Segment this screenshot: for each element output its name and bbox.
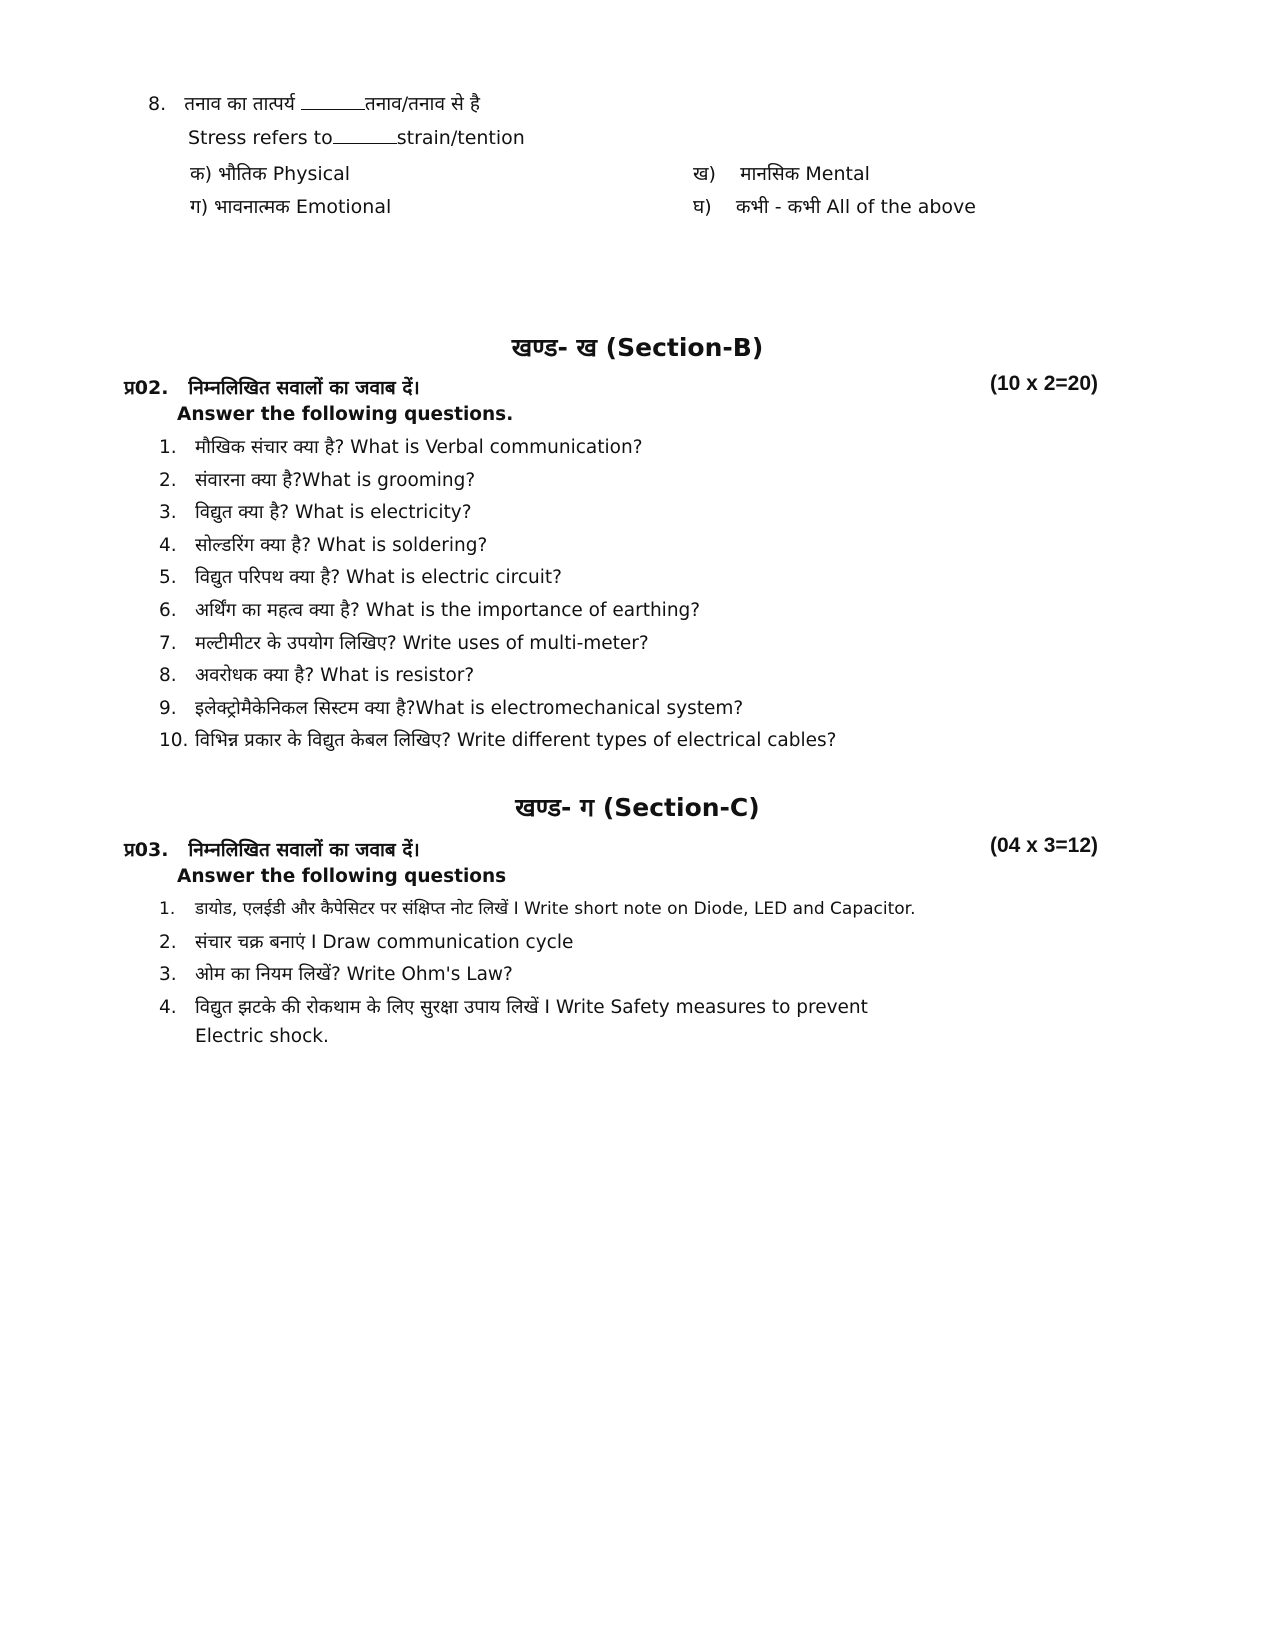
item-number: 5. — [159, 567, 177, 589]
item-text: इलेक्ट्रोमैकेनिकल सिस्टम क्या है?What is electromechanical system? — [195, 697, 744, 719]
q8-option-a — [190, 160, 350, 186]
q8-blank — [301, 93, 365, 110]
q8-english-suffix: strain/tention — [396, 127, 525, 149]
item-number: 2. — [159, 469, 177, 491]
option-label: क) — [190, 163, 213, 185]
q8-option-d — [693, 193, 976, 219]
section-c-marks: (04 x 3=12) — [990, 834, 1098, 857]
section-c-title: खण्ड- ग (Section-C) — [515, 793, 760, 822]
section-b-question-heading — [124, 374, 420, 400]
list-item — [159, 499, 836, 532]
item-number: 3. — [159, 964, 177, 986]
option-text: भौतिक Physical — [218, 163, 351, 185]
item-number: 8. — [159, 665, 177, 687]
section-c-question-heading — [124, 836, 420, 862]
option-text: भावनात्मक Emotional — [214, 196, 392, 218]
section-c-qnum: प्र03. — [124, 839, 169, 861]
item-text: संचार चक्र बनाएं I Draw communication cycle — [195, 931, 574, 953]
q8-english-blank — [333, 127, 397, 144]
item-text: डायोड, एलईडी और कैपेसिटर पर संक्षिप्त नोट लिखें I Write short note on Diode, LED and Capacitor. — [195, 899, 916, 919]
q8-number: 8. — [148, 93, 167, 115]
list-item — [159, 662, 836, 695]
list-item — [159, 630, 836, 663]
option-label: ग) — [190, 196, 209, 218]
item-text: विद्युत परिपथ क्या है? What is electric circuit? — [195, 567, 562, 589]
item-text: विभिन्न प्रकार के विद्युत केबल लिखिए? Write different types of electrical cables? — [195, 730, 837, 752]
section-b-marks: (10 x 2=20) — [990, 372, 1098, 395]
item-number: 4. — [159, 996, 177, 1018]
item-number: 6. — [159, 599, 177, 621]
q8-hindi-suffix: तनाव/तनाव से है — [364, 93, 481, 115]
item-number: 1. — [159, 899, 176, 919]
item-text: सोल्डरिंग क्या है? What is soldering? — [195, 534, 488, 556]
list-item — [159, 695, 836, 728]
item-text: विद्युत क्या है? What is electricity? — [195, 502, 472, 524]
section-b-title: खण्ड- ख (Section-B) — [511, 333, 764, 362]
q8-hindi-prefix: तनाव का तात्पर्य — [184, 93, 295, 115]
q8-english-prefix: Stress refers to — [188, 127, 333, 149]
item-text: Electric shock. — [195, 1026, 329, 1048]
list-item — [159, 597, 836, 630]
section-b-instruction: Answer the following questions. — [177, 404, 514, 425]
section-b-qnum: प्र02. — [124, 377, 169, 399]
option-label: घ) — [693, 196, 712, 218]
item-text: अर्थिंग का महत्व क्या है? What is the importance of earthing? — [195, 599, 701, 621]
option-label: ख) — [693, 163, 716, 185]
section-c-instruction: Answer the following questions — [177, 866, 507, 887]
section-c-list — [159, 896, 916, 1059]
list-item — [159, 434, 836, 467]
section-c-qtext: निम्नलिखित सवालों का जवाब दें। — [188, 839, 420, 861]
section-b-qtext: निम्नलिखित सवालों का जवाब दें। — [188, 377, 420, 399]
q8-option-c — [190, 193, 391, 219]
list-item — [159, 929, 916, 962]
item-number: 2. — [159, 931, 177, 953]
list-item — [159, 532, 836, 565]
list-item — [159, 564, 836, 597]
list-item — [159, 994, 916, 1027]
list-item — [159, 727, 836, 760]
q8-hindi-line — [148, 90, 480, 116]
item-number: 1. — [159, 437, 177, 458]
section-b-list — [159, 434, 836, 760]
option-text: कभी - कभी All of the above — [735, 196, 976, 218]
q8-option-b — [693, 160, 870, 186]
item-number: 10. — [159, 730, 189, 752]
list-item-continuation — [159, 1026, 916, 1059]
item-text: विद्युत झटके की रोकथाम के लिए सुरक्षा उपाय लिखें I Write Safety measures to prevent — [195, 996, 868, 1018]
item-text: अवरोधक क्या है? What is resistor? — [195, 665, 475, 687]
item-text: मौखिक संचार क्या है? What is Verbal communication? — [195, 437, 643, 458]
item-text: मल्टीमीटर के उपयोग लिखिए? Write uses of multi-meter? — [195, 632, 649, 654]
item-number: 7. — [159, 632, 177, 654]
item-number: 4. — [159, 534, 177, 556]
item-text: ओम का नियम लिखें? Write Ohm's Law? — [195, 964, 513, 986]
item-number: 3. — [159, 502, 177, 524]
option-text: मानसिक Mental — [740, 163, 870, 185]
item-text: संवारना क्या है?What is grooming? — [195, 469, 476, 491]
q8-english-line — [188, 127, 525, 149]
list-item — [159, 467, 836, 500]
list-item — [159, 961, 916, 994]
item-number: 9. — [159, 697, 177, 719]
list-item — [159, 896, 916, 929]
